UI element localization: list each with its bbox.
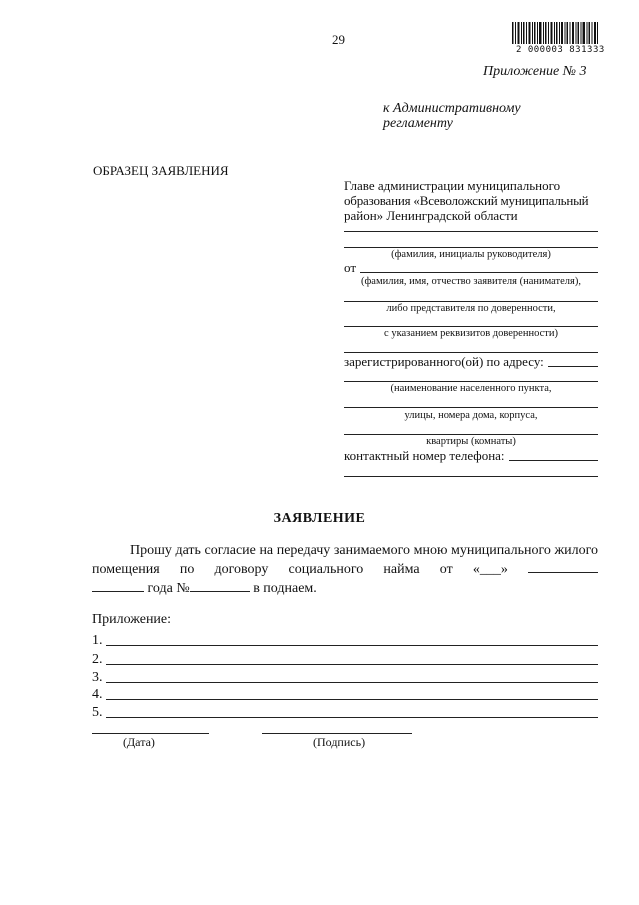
attachment-number: 5. — [92, 705, 103, 720]
attachment-row — [92, 670, 598, 686]
attachment-row — [92, 633, 598, 649]
caption-street: улицы, номера дома, корпуса, — [404, 410, 538, 421]
head-name-blank-2[interactable] — [344, 247, 598, 248]
addressee-line3: район» Ленинградской области — [344, 208, 518, 223]
caption-representative: либо представителя по доверенности, — [386, 303, 556, 314]
attachments-label: Приложение: — [92, 612, 172, 627]
attachment-number: 4. — [92, 687, 103, 702]
addressee-line2: образования «Всеволожский муниципальный — [344, 193, 589, 208]
locality-blank[interactable] — [344, 381, 598, 382]
from-label: от — [344, 260, 357, 275]
date-blank[interactable] — [92, 733, 209, 734]
head-name-blank-1[interactable] — [344, 231, 598, 232]
attachment-blank[interactable] — [106, 699, 599, 700]
caption-locality: (наименование населенного пункта, — [390, 383, 552, 394]
year-label: года № — [147, 581, 190, 596]
caption-power-of-attorney: с указанием реквизитов доверенности) — [384, 328, 558, 339]
attachment-blank[interactable] — [106, 682, 599, 683]
applicant-name-blank[interactable] — [360, 272, 598, 273]
contract-number-blank[interactable] — [190, 590, 250, 592]
from-row — [344, 260, 598, 276]
apartment-blank[interactable] — [344, 434, 598, 435]
statement-paragraph-2 — [92, 579, 598, 598]
attachment-blank[interactable] — [106, 717, 599, 718]
registered-row — [344, 354, 598, 370]
signature-caption: (Подпись) — [313, 735, 366, 749]
barcode-number: 2 000003 831333 — [516, 45, 605, 55]
phone-extra-blank[interactable] — [344, 476, 598, 477]
addressee-head — [344, 178, 598, 223]
signature-blank[interactable] — [262, 733, 412, 734]
annex-label: Приложение № 3 — [483, 64, 587, 79]
representative-blank[interactable] — [344, 301, 598, 302]
attachment-blank[interactable] — [106, 645, 599, 646]
contract-year-blank[interactable] — [92, 590, 144, 592]
attachment-row — [92, 687, 598, 703]
caption-applicant: (фамилия, имя, отчество заявителя (нанимателя), — [361, 276, 581, 287]
sample-label: ОБРАЗЕЦ ЗАЯВЛЕНИЯ — [93, 163, 229, 178]
power-of-attorney-blank[interactable] — [344, 326, 598, 327]
applicant-extra-blank[interactable] — [344, 352, 598, 353]
phone-label: контактный номер телефона: — [344, 448, 505, 463]
addressee-line1: Главе администрации муниципального — [344, 178, 561, 193]
attachment-number: 1. — [92, 633, 103, 648]
phone-blank[interactable] — [509, 460, 598, 461]
caption-head-name: (фамилия, инициалы руководителя) — [391, 249, 551, 260]
date-caption: (Дата) — [123, 735, 155, 749]
statement-text: Прошу дать согласие на передачу занимаемого мною муниципального жилого помещения по договору социального найма от «___» — [92, 543, 598, 577]
page-number: 29 — [332, 32, 345, 47]
caption-apartment: квартиры (комнаты) — [426, 436, 516, 447]
phone-row — [344, 448, 598, 464]
attachment-number: 3. — [92, 670, 103, 685]
registered-label: зарегистрированного(ой) по адресу: — [344, 354, 544, 369]
address-blank[interactable] — [548, 366, 598, 367]
street-blank[interactable] — [344, 407, 598, 408]
attachment-blank[interactable] — [106, 664, 599, 665]
regulation-reference-line2: регламенту — [383, 116, 453, 131]
statement-paragraph-1 — [92, 541, 598, 579]
attachment-row — [92, 652, 598, 668]
regulation-reference-line1: к Административному — [383, 101, 521, 116]
regulation-reference — [383, 101, 583, 131]
sublet-label: в поднаем. — [253, 581, 317, 596]
contract-day-month-blank[interactable] — [528, 571, 598, 573]
attachment-row — [92, 705, 598, 721]
attachment-number: 2. — [92, 652, 103, 667]
statement-title: ЗАЯВЛЕНИЕ — [273, 511, 366, 526]
